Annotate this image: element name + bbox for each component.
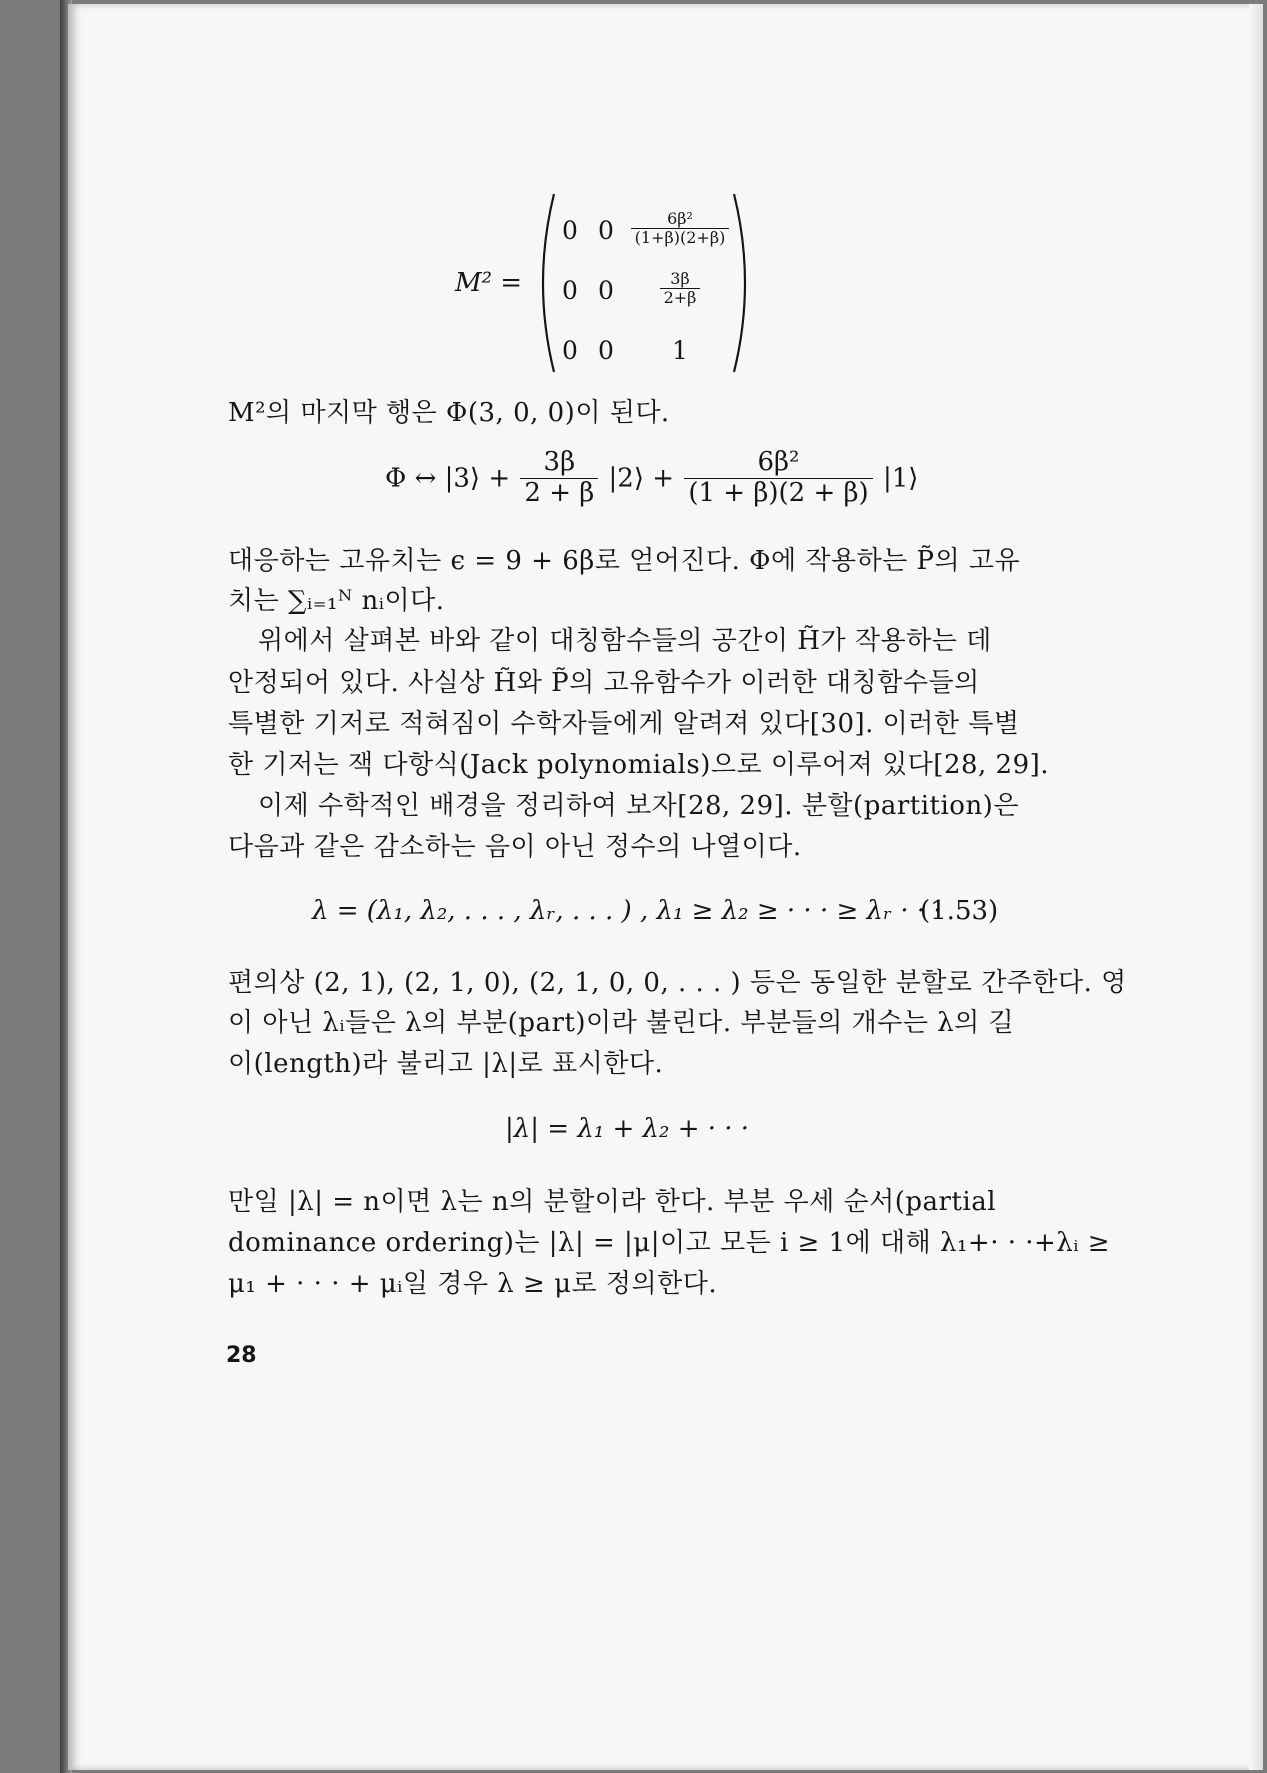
phi-frac2-den: (1 + β)(2 + β)	[688, 477, 869, 508]
para4-line2: 이 아닌 λᵢ들은 λ의 부분(part)이라 불린다. 부분들의 개수는 λ의 길	[228, 1008, 1015, 1038]
abs-lambda-equation: |λ| = λ₁ + λ₂ + · · ·	[505, 1114, 750, 1144]
matrix-r1-c1: 0	[562, 216, 578, 245]
m2-sentence: M²의 마지막 행은 Φ(3, 0, 0)이 된다.	[228, 398, 670, 428]
matrix-r2-c1: 0	[562, 276, 578, 305]
matrix-right-paren	[728, 192, 758, 374]
matrix-r1-c3	[628, 210, 732, 248]
phi-equation	[385, 448, 918, 509]
matrix-lhs: M² =	[455, 268, 523, 298]
para2-line4: 한 기저는 잭 다항식(Jack polynomials)으로 이루어져 있다[28, 29].	[228, 750, 1050, 780]
matrix-r2-c3-den: 2+β	[663, 288, 697, 308]
para3-line2: 다음과 같은 감소하는 음이 아닌 정수의 나열이다.	[228, 832, 802, 862]
page-number: 28	[226, 1343, 257, 1368]
para5-line2: dominance ordering)는 |λ| = |μ|이고 모든 i ≥ 1에 대해 λ₁+· · ·+λᵢ ≥	[228, 1228, 1111, 1258]
matrix-r2-c3-num: 3β	[660, 270, 701, 289]
para4-line1: 편의상 (2, 1), (2, 1, 0), (2, 1, 0, 0, . . . ) 등은 동일한 분할로 간주한다. 영	[228, 968, 1127, 998]
phi-lhs: Φ ↔ |3⟩ +	[385, 463, 511, 494]
matrix-r3-c3: 1	[672, 336, 688, 365]
para5-line1: 만일 |λ| = n이면 λ는 n의 분할이라 한다. 부분 우세 순서(partial	[228, 1187, 997, 1217]
matrix-r1-c3-num: 6β²	[631, 210, 730, 229]
phi-frac1-den: 2 + β	[524, 477, 595, 508]
phi-tail: |1⟩	[882, 463, 919, 494]
phi-frac2-num: 6β²	[684, 448, 872, 479]
equation-1-53: λ = (λ₁, λ₂, . . . , λᵣ, . . . ) , λ₁ ≥ λ₂ ≥ · · · ≥ λᵣ · · ·	[312, 896, 942, 926]
book-page	[68, 4, 1263, 1770]
para5-line3: μ₁ + · · · + μᵢ일 경우 λ ≥ μ로 정의한다.	[228, 1269, 718, 1299]
para1-line1: 대응하는 고유치는 ϵ = 9 + 6β로 얻어진다. Φ에 작용하는 P̃의 고유	[228, 546, 1021, 576]
page-curl	[1249, 4, 1263, 1770]
matrix-r1-c3-den: (1+β)(2+β)	[634, 228, 726, 248]
para2-line2: 안정되어 있다. 사실상 H̃와 P̃의 고유함수가 이러한 대칭함수들의	[228, 668, 980, 698]
phi-frac1-num: 3β	[520, 448, 598, 479]
para2-line1: 위에서 살펴본 바와 같이 대칭함수들의 공간이 H̃가 작용하는 데	[258, 626, 992, 656]
equation-1-53-number: (1.53)	[920, 896, 999, 926]
matrix-left-paren	[530, 192, 560, 374]
matrix-r2-c2: 0	[598, 276, 614, 305]
phi-mid: |2⟩ +	[608, 463, 675, 494]
para4-line3: 이(length)라 불리고 |λ|로 표시한다.	[228, 1049, 664, 1079]
para3-line1: 이제 수학적인 배경을 정리하여 보자[28, 29]. 분할(partition)은	[258, 791, 1019, 821]
matrix-r1-c2: 0	[598, 216, 614, 245]
matrix-r2-c3	[650, 270, 710, 308]
para2-line3: 특별한 기저로 적혀짐이 수학자들에게 알려져 있다[30]. 이러한 특별	[228, 709, 1020, 739]
para1-line2: 치는 ∑ᵢ₌₁ᴺ nᵢ이다.	[228, 586, 445, 616]
matrix-r3-c1: 0	[562, 336, 578, 365]
matrix-r3-c2: 0	[598, 336, 614, 365]
